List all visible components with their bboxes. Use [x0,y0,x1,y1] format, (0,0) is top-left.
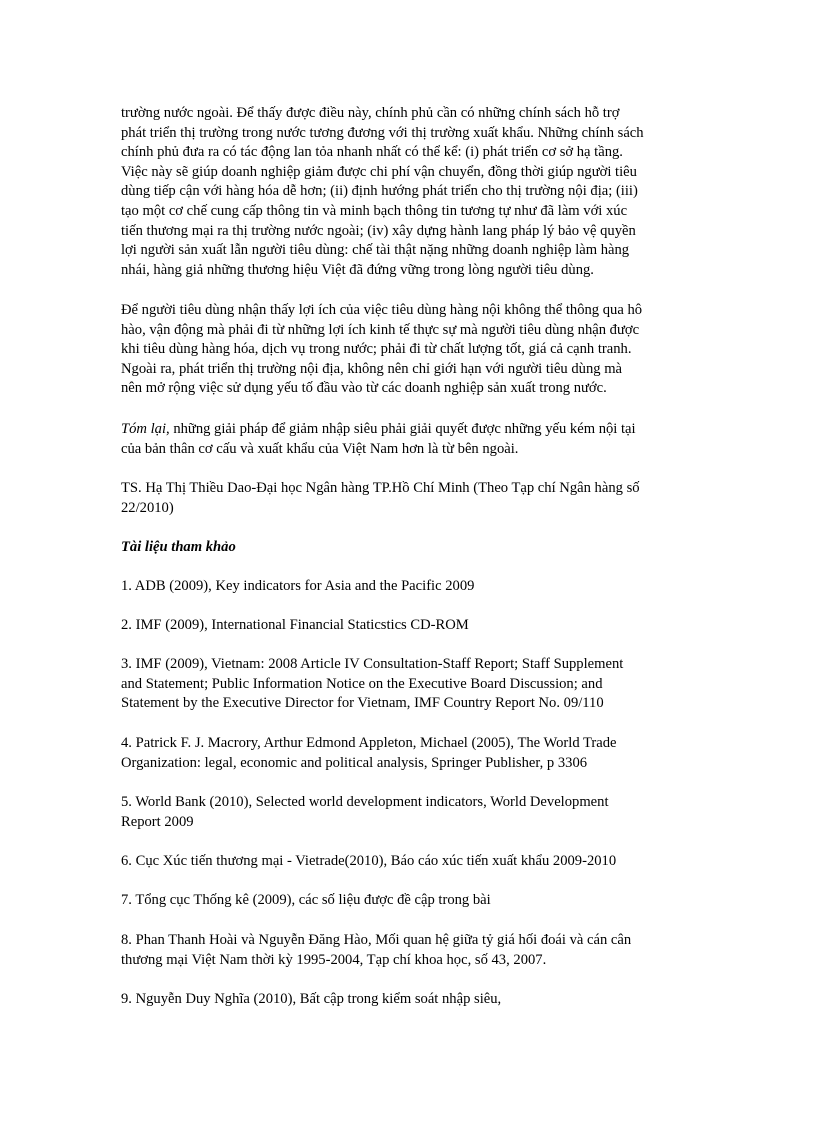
reference-line: 7. Tổng cục Thống kê (2009), các số liệu được đề cập trong bài [121,892,491,908]
reference-item-6 [121,852,696,872]
reference-line: 1. ADB (2009), Key indicators for Asia and the Pacific 2009 [121,578,475,594]
reference-line: 9. Nguyễn Duy Nghĩa (2010), Bất cập trong kiểm soát nhập siêu, [121,991,502,1007]
reference-line: thương mại Việt Nam thời kỳ 1995-2004, Tạp chí khoa học, số 43, 2007. [121,951,547,968]
paragraph-line: Để người tiêu dùng nhận thấy lợi ích của việc tiêu dùng hàng nội không thể thông qua hô [121,302,643,318]
summary-paragraph [121,420,696,459]
reference-line: Organization: legal, economic and political analysis, Springer Publisher, p 3306 [121,754,588,771]
body-paragraph-2 [121,301,696,399]
paragraph-line: tiến thương mại ra thị trường nước ngoài; (iv) xây dựng hành lang pháp lý bảo vệ quyền [121,222,636,239]
author-line: 22/2010) [121,499,174,516]
reference-line: 6. Cục Xúc tiến thương mại - Vietrade(2010), Báo cáo xúc tiến xuất khẩu 2009-2010 [121,853,617,869]
reference-line: 8. Phan Thanh Hoài và Nguyễn Đăng Hào, Mối quan hệ giữa tỷ giá hối đoái và cán cân [121,932,632,948]
paragraph-line: hào, vận động mà phải đi từ những lợi ích kinh tế thực sự mà người tiêu dùng nhận được [121,321,640,338]
reference-item-9 [121,990,696,1010]
reference-line: 3. IMF (2009), Vietnam: 2008 Article IV Consultation-Staff Report; Staff Supplement [121,656,624,672]
paragraph-line: Ngoài ra, phát triển thị trường nội địa, không nên chỉ giới hạn với người tiêu dùng mà [121,360,623,377]
paragraph-line: chính phủ đưa ra có tác động lan tỏa nhanh nhất có thể kể: (i) phát triển cơ sở hạ tầng. [121,144,623,161]
author-attribution [121,479,696,518]
author-line: TS. Hạ Thị Thiều Dao-Đại học Ngân hàng TP.Hồ Chí Minh (Theo Tạp chí Ngân hàng số [121,480,640,496]
summary-line-2: của bản thân cơ cấu và xuất khẩu của Việt Nam hơn là từ bên ngoài. [121,440,519,457]
reference-item-7 [121,891,696,911]
paragraph-line: Việc này sẽ giúp doanh nghiệp giảm được chi phí vận chuyển, đồng thời giúp người tiêu [121,163,637,180]
reference-item-5 [121,793,696,832]
paragraph-line: lợi người sản xuất lẫn người tiêu dùng: chế tài thật nặng những doanh nghiệp làm hàng [121,242,630,259]
reference-line: Report 2009 [121,813,194,830]
reference-line: and Statement; Public Information Notice on the Executive Board Discussion; and [121,675,603,692]
reference-item-1 [121,577,696,597]
references-heading: Tài liệu tham khảo [121,539,236,555]
paragraph-line: nên mở rộng việc sử dụng yếu tố đầu vào từ các doanh nghiệp sản xuất trong nước. [121,380,607,397]
paragraph-line: phát triển thị trường trong nước tương đương với thị trường xuất khẩu. Những chính sách [121,124,644,141]
reference-item-2 [121,616,696,636]
paragraph-line: khi tiêu dùng hàng hóa, dịch vụ trong nước; phải đi từ chất lượng tốt, giá cả cạnh tranh. [121,341,632,358]
paragraph-line: nhái, hàng giả những thương hiệu Việt đã đứng vững trong lòng người tiêu dùng. [121,261,594,278]
reference-item-3 [121,655,696,714]
reference-item-8 [121,931,696,970]
reference-line: 2. IMF (2009), International Financial Staticstics CD-ROM [121,617,469,633]
summary-line-1-rest: , những giải pháp để giảm nhập siêu phải giải quyết được những yếu kém nội tại [166,421,636,437]
paragraph-line: dùng tiếp cận với hàng hóa dễ hơn; (ii) định hướng phát triển cho thị trường nội địa; (iii) [121,183,638,200]
paragraph-line: tạo một cơ chế cung cấp thông tin và minh bạch thông tin tương tự như đã làm với xúc [121,202,628,219]
summary-line-1 [121,420,696,440]
reference-line: Statement by the Executive Director for Vietnam, IMF Country Report No. 09/110 [121,695,604,712]
reference-item-4 [121,734,696,773]
summary-lead: Tóm lại [121,421,167,437]
reference-line: 5. World Bank (2010), Selected world development indicators, World Development [121,794,609,810]
paragraph-line: trường nước ngoài. Để thấy được điều này, chính phủ cần có những chính sách hỗ trợ [121,105,620,121]
reference-line: 4. Patrick F. J. Macrory, Arthur Edmond Appleton, Michael (2005), The World Trade [121,735,617,751]
body-paragraph-1 [121,104,696,280]
